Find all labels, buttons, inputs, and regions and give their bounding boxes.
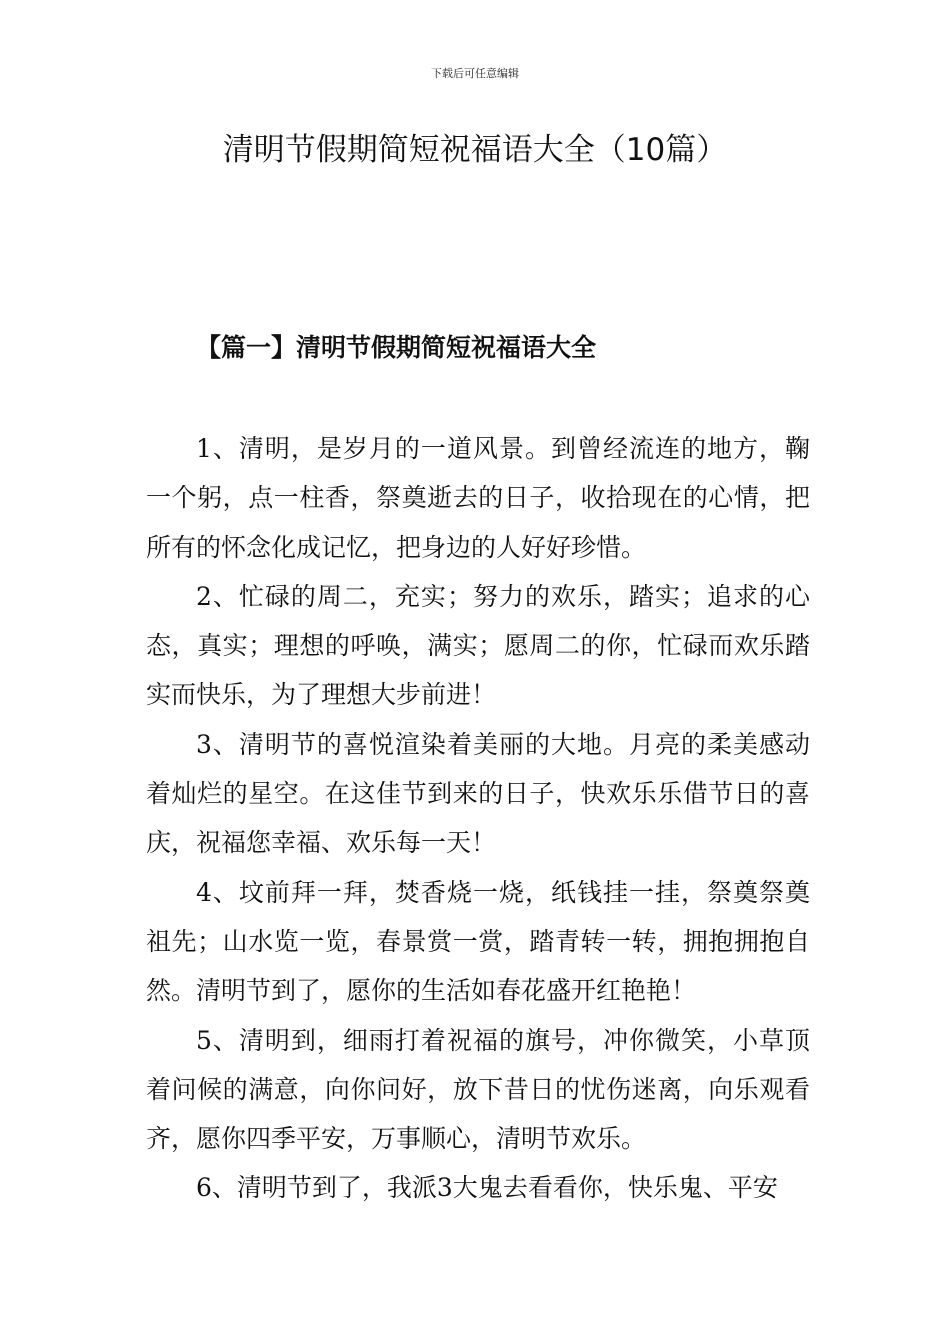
paragraph-1: 1、清明，是岁月的一道风景。到曾经流连的地方，鞠一个躬，点一柱香，祭奠逝去的日子，收拾现在的心情，把所有的怀念化成记忆，把身边的人好好珍惜。 — [146, 434, 810, 562]
paragraph-3: 3、清明节的喜悦渲染着美丽的大地。月亮的柔美感动着灿烂的星空。在这佳节到来的日子，快欢乐乐借节日的喜庆，祝福您幸福、欢乐每一天！ — [146, 729, 810, 858]
document-body — [146, 424, 810, 1213]
section-heading: 【篇一】清明节假期简短祝福语大全 — [196, 333, 597, 362]
paragraph-4: 4、坟前拜一拜，焚香烧一烧，纸钱挂一挂，祭奠祭奠祖先；山水览一览，春景赏一赏，踏青转一转，拥抱拥抱自然。清明节到了，愿你的生活如春花盛开红艳艳！ — [146, 877, 810, 1006]
document-title: 清明节假期简短祝福语大全（10篇） — [222, 132, 728, 168]
paragraph-2: 2、忙碌的周二，充实；努力的欢乐，踏实；追求的心态，真实；理想的呼唤，满实；愿周二的你，忙碌而欢乐踏实而快乐，为了理想大步前进！ — [146, 581, 810, 710]
paragraph-5: 5、清明到，细雨打着祝福的旗号，冲你微笑，小草顶着问候的满意，向你问好，放下昔日的忧伤迷离，向乐观看齐，愿你四季平安，万事顺心，清明节欢乐。 — [146, 1025, 810, 1154]
page-header-note: 下载后可任意编辑 — [431, 67, 519, 80]
paragraph-6: 6、清明节到了，我派3大鬼去看看你，快乐鬼、平安 — [196, 1173, 778, 1203]
